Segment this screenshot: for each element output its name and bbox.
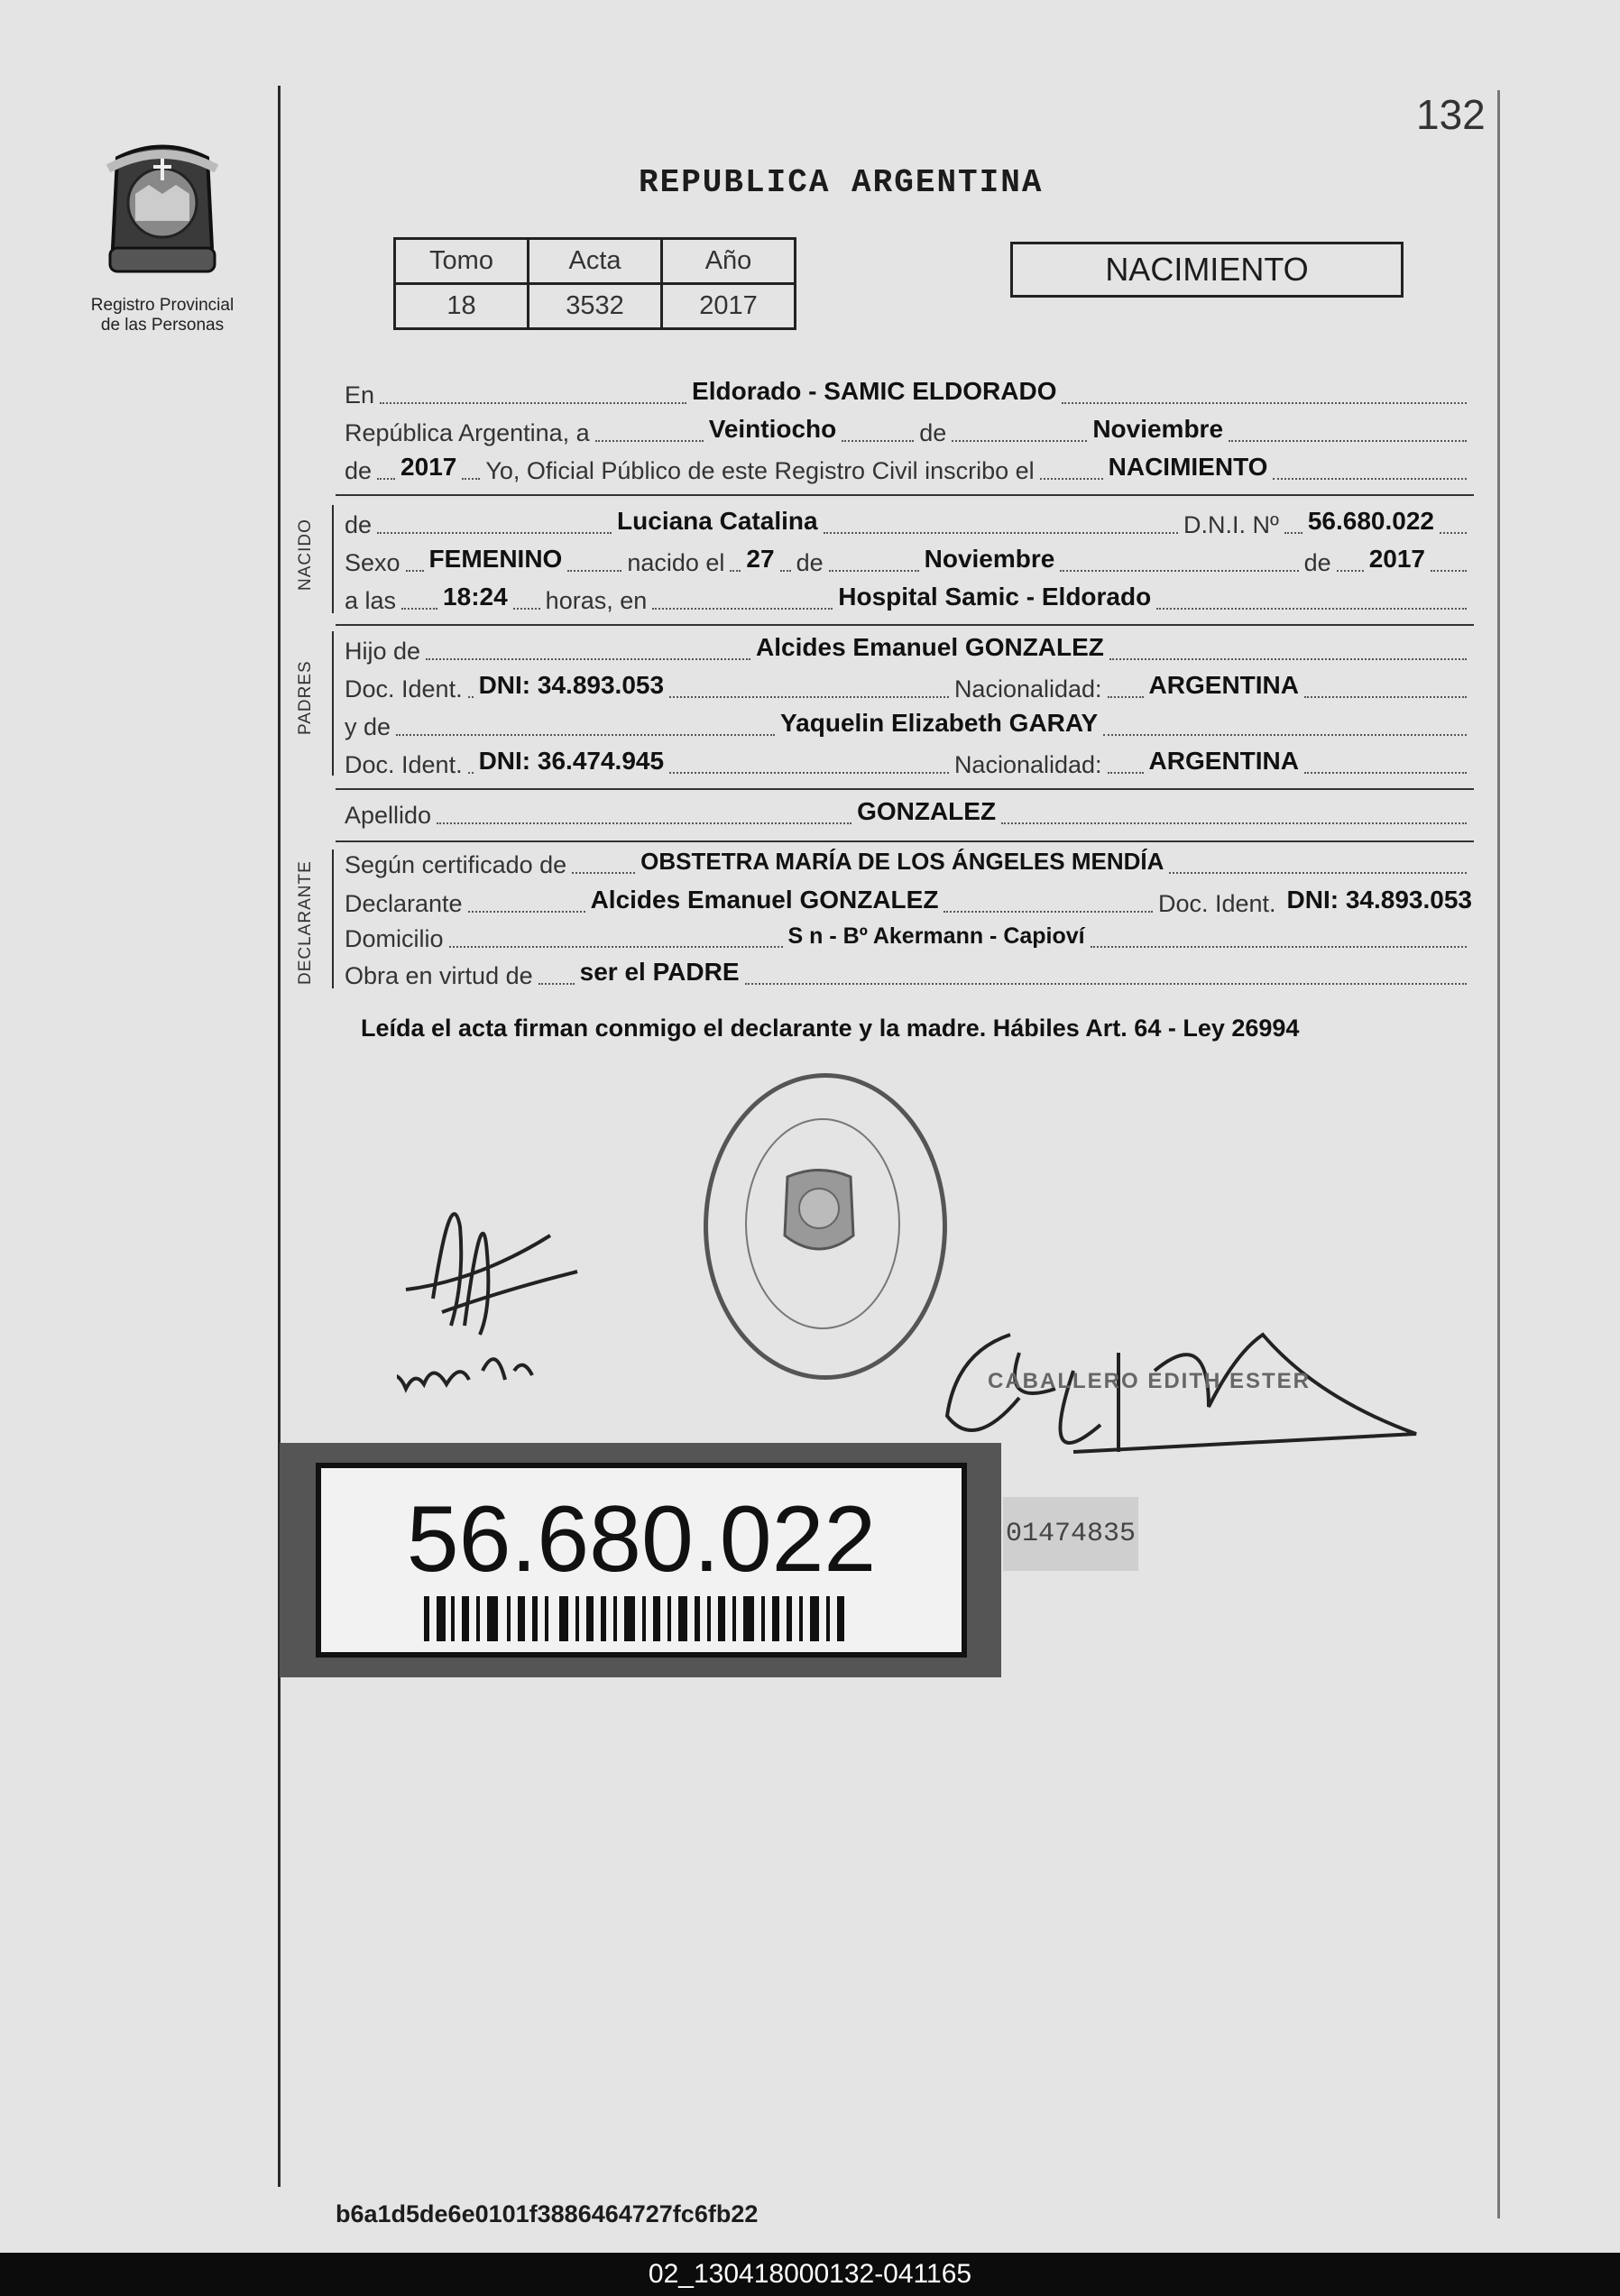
dotted-leader xyxy=(468,689,474,698)
dotted-leader xyxy=(943,904,1153,913)
section-divider xyxy=(336,624,1474,626)
row-madre-doc xyxy=(345,747,1472,779)
birth-year-value: 2017 xyxy=(1368,545,1425,573)
dni-label: D.N.I. Nº xyxy=(1183,511,1279,538)
dotted-leader xyxy=(380,395,686,404)
section-label-padres: PADRES xyxy=(296,660,315,735)
registro-label xyxy=(63,296,262,335)
dotted-leader xyxy=(1001,815,1467,824)
dotted-leader xyxy=(567,563,621,572)
madre-value: Yaquelin Elizabeth GARAY xyxy=(780,709,1099,737)
dotted-leader xyxy=(780,563,791,572)
de-label: de xyxy=(345,457,373,484)
birth-day-value: 27 xyxy=(746,545,775,573)
table-header-cell: Año xyxy=(662,239,796,284)
right-margin-line xyxy=(1497,90,1500,2218)
dotted-leader xyxy=(406,563,424,572)
dotted-leader xyxy=(1304,765,1467,774)
madre-doc-value: DNI: 36.474.945 xyxy=(478,747,665,775)
row-en xyxy=(345,377,1472,409)
dotted-leader xyxy=(401,601,437,610)
domicilio-label: Domicilio xyxy=(345,925,444,952)
dni-sticker-number: 56.680.022 xyxy=(406,1487,877,1592)
signature-oficial xyxy=(938,1317,1425,1488)
dotted-leader xyxy=(669,689,949,698)
registro-line-1: Registro Provincial xyxy=(90,296,235,315)
table-cell: 18 xyxy=(395,284,529,329)
dotted-leader xyxy=(745,976,1467,985)
closing-statement: Leída el acta firman conmigo el declarante y la madre. Hábiles Art. 64 - Ley 26994 xyxy=(361,1015,1300,1042)
dotted-leader xyxy=(468,904,585,913)
row-declarante xyxy=(345,886,1472,918)
page-number: 132 xyxy=(1416,91,1486,138)
section-label-nacido: NACIDO xyxy=(296,519,315,591)
dotted-leader xyxy=(1060,563,1298,572)
row-inscripcion xyxy=(345,453,1472,485)
row-sexo xyxy=(345,545,1472,577)
tomo-acta-anio-table xyxy=(393,237,796,330)
y-de-label: y de xyxy=(345,713,391,740)
dotted-leader xyxy=(1337,563,1364,572)
dotted-leader xyxy=(538,976,575,985)
section-bracket xyxy=(332,631,334,776)
dotted-leader xyxy=(1431,563,1467,572)
dotted-leader xyxy=(377,471,395,480)
obra-label: Obra en virtud de xyxy=(345,962,533,989)
declarante-doc-value: DNI: 34.893.053 xyxy=(1286,886,1472,914)
certificado-value: OBSTETRA MARÍA DE LOS ÁNGELES MENDÍA xyxy=(640,848,1164,875)
row-y-de xyxy=(345,709,1472,741)
barcode-icon xyxy=(424,1596,857,1641)
table-header-cell: Tomo xyxy=(395,239,529,284)
page-title: REPUBLICA ARGENTINA xyxy=(639,164,1044,201)
registro-line-2: de las Personas xyxy=(100,316,225,335)
horas-en-label: horas, en xyxy=(545,587,648,614)
left-margin-line xyxy=(278,86,281,2187)
dotted-leader xyxy=(437,815,851,824)
year-value: 2017 xyxy=(400,453,457,481)
dotted-leader xyxy=(1169,865,1467,874)
section-divider xyxy=(336,840,1474,842)
dotted-leader xyxy=(842,433,914,442)
nacionalidad-label: Nacionalidad: xyxy=(953,675,1102,703)
dotted-leader xyxy=(1062,395,1467,404)
row-obra xyxy=(345,958,1472,990)
table-cell: 3532 xyxy=(529,284,662,329)
dotted-leader xyxy=(1103,727,1467,736)
table-cell: 2017 xyxy=(662,284,796,329)
oficial-text: Yo, Oficial Público de este Registro Civil inscribo el xyxy=(485,457,1035,484)
provincia-misiones-logo xyxy=(90,140,235,293)
padre-nac-value: ARGENTINA xyxy=(1148,671,1299,699)
table-header-cell: Acta xyxy=(529,239,662,284)
dotted-leader xyxy=(1040,471,1103,480)
sexo-label: Sexo xyxy=(345,549,400,576)
section-divider xyxy=(336,788,1474,790)
madre-nac-value: ARGENTINA xyxy=(1148,747,1299,775)
row-domicilio xyxy=(345,925,1472,953)
row-fecha xyxy=(345,415,1472,447)
dotted-leader xyxy=(1273,471,1467,480)
de-label: de xyxy=(919,419,947,446)
padre-value: Alcides Emanuel GONZALEZ xyxy=(756,633,1104,661)
obra-value: ser el PADRE xyxy=(579,958,740,986)
row-certificado xyxy=(345,848,1472,879)
dotted-leader xyxy=(468,765,474,774)
hijo-de-label: Hijo de xyxy=(345,638,421,665)
inscribo-value: NACIMIENTO xyxy=(1108,453,1268,481)
lugar-value: Hospital Samic - Eldorado xyxy=(838,583,1152,611)
dotted-leader xyxy=(595,433,704,442)
declarante-value: Alcides Emanuel GONZALEZ xyxy=(590,886,939,914)
dotted-leader xyxy=(652,601,833,610)
birth-month-value: Noviembre xyxy=(924,545,1055,573)
doc-ident-label: Doc. Ident. xyxy=(345,751,463,778)
row-nombre xyxy=(345,507,1472,539)
section-divider xyxy=(336,494,1474,496)
dotted-leader xyxy=(824,525,1178,534)
dotted-leader xyxy=(730,563,741,572)
document-type-box: NACIMIENTO xyxy=(1010,242,1404,298)
official-stamp-name: CABALLERO EDITH ESTER xyxy=(988,1369,1312,1393)
row-padre-doc xyxy=(345,671,1472,703)
day-value: Veintiocho xyxy=(708,415,837,443)
hora-value: 18:24 xyxy=(443,583,508,611)
padre-doc-value: DNI: 34.893.053 xyxy=(478,671,665,699)
doc-ident-label: Doc. Ident. xyxy=(1157,890,1276,917)
dotted-leader xyxy=(829,563,919,572)
serial-number: 01474835 xyxy=(1003,1497,1138,1571)
dotted-leader xyxy=(449,939,783,948)
dotted-leader xyxy=(377,525,612,534)
dotted-leader xyxy=(1284,525,1302,534)
dotted-leader xyxy=(396,727,775,736)
row-apellido xyxy=(345,797,1472,830)
footer-id: 02_130418000132-041165 xyxy=(0,2253,1620,2296)
dotted-leader xyxy=(1108,689,1144,698)
nacido-el-label: nacido el xyxy=(627,549,725,576)
dotted-leader xyxy=(1156,601,1467,610)
dotted-leader xyxy=(669,765,949,774)
de-label: de xyxy=(1303,549,1331,576)
dni-value: 56.680.022 xyxy=(1307,507,1434,535)
dotted-leader xyxy=(1091,939,1467,948)
dotted-leader xyxy=(513,601,540,610)
dotted-leader xyxy=(1304,689,1467,698)
document-hash: b6a1d5de6e0101f3886464727fc6fb22 xyxy=(336,2200,759,2227)
dotted-leader xyxy=(1440,525,1467,534)
section-label-declarante: DECLARANTE xyxy=(296,860,315,985)
table-header-row xyxy=(395,239,796,284)
doc-ident-label: Doc. Ident. xyxy=(345,675,463,703)
dotted-leader xyxy=(952,433,1087,442)
segun-label: Según certificado de xyxy=(345,851,567,878)
nombre-value: Luciana Catalina xyxy=(617,507,818,535)
apellido-label: Apellido xyxy=(345,802,432,829)
en-value: Eldorado - SAMIC ELDORADO xyxy=(692,377,1057,405)
row-hijo-de xyxy=(345,633,1472,666)
dotted-leader xyxy=(1109,651,1467,660)
en-label: En xyxy=(345,381,375,409)
declarante-label: Declarante xyxy=(345,890,463,917)
de-label: de xyxy=(796,549,824,576)
dotted-leader xyxy=(1108,765,1144,774)
nacionalidad-label: Nacionalidad: xyxy=(953,751,1102,778)
dotted-leader xyxy=(1229,433,1467,442)
dotted-leader xyxy=(426,651,750,660)
row-hora xyxy=(345,583,1472,615)
apellido-value: GONZALEZ xyxy=(857,797,997,825)
sexo-value: FEMENINO xyxy=(428,545,563,573)
month-value: Noviembre xyxy=(1092,415,1224,443)
de-label: de xyxy=(345,511,373,538)
seal-emblem-icon xyxy=(774,1163,864,1263)
section-bracket xyxy=(332,505,334,613)
table-row xyxy=(395,284,796,329)
domicilio-value: S n - Bº Akermann - Capioví xyxy=(787,923,1085,949)
section-bracket xyxy=(332,850,334,988)
signature-padre xyxy=(397,1154,613,1452)
rep-label: República Argentina, a xyxy=(345,419,590,446)
dotted-leader xyxy=(572,865,635,874)
a-las-label: a las xyxy=(345,587,397,614)
dotted-leader xyxy=(462,471,480,480)
